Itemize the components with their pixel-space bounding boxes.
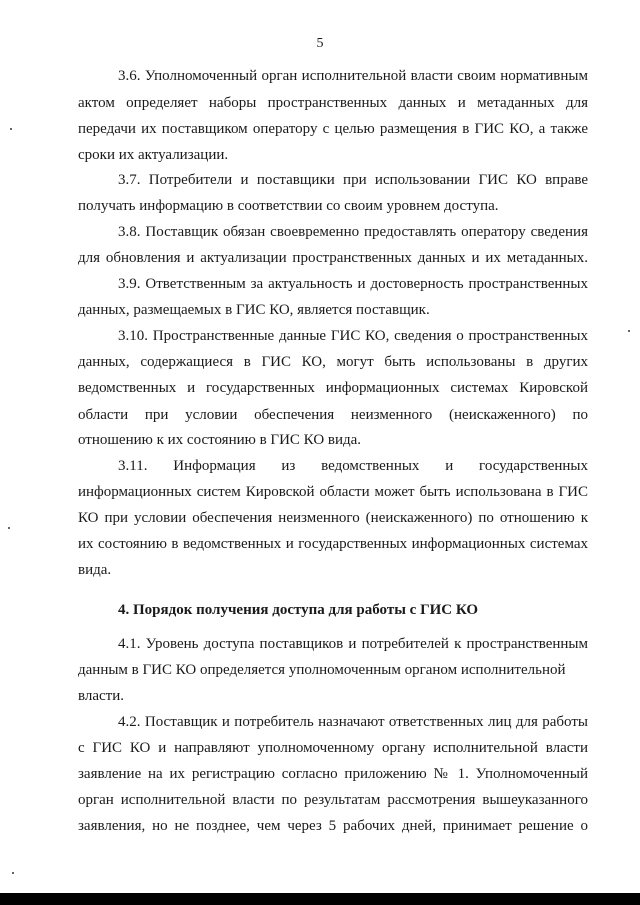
scan-edge-bar <box>0 893 640 905</box>
paragraph-line: орган исполнительной власти по результатам рассмотрения вышеуказанного <box>78 792 588 808</box>
paragraph-line: данных, содержащиеся в ГИС КО, могут быть использованы в других <box>78 354 588 370</box>
scan-speck <box>8 527 10 529</box>
paragraph-line: области при условии обеспечения неизменного (неискаженного) по <box>78 407 588 423</box>
paragraph-line: заявления, но не позднее, чем через 5 рабочих дней, принимает решение о <box>78 818 588 834</box>
paragraph-line: с ГИС КО и направляют уполномоченному органу исполнительной власти <box>78 740 588 756</box>
paragraph-line: 3.11. Информация из ведомственных и государственных <box>118 458 588 474</box>
paragraph-line: данных, размещаемых в ГИС КО, является поставщик. <box>78 302 430 318</box>
paragraph-line: их состоянию в ведомственных и государственных информационных системах <box>78 536 588 552</box>
paragraph-line: КО при условии обеспечения неизменного (неискаженного) по отношению к <box>78 510 588 526</box>
paragraph-line: сроки их актуализации. <box>78 147 229 163</box>
paragraph-line: передачи их поставщиком оператору с целью размещения в ГИС КО, а также <box>78 121 588 137</box>
paragraph-line: актом определяет наборы пространственных данных и метаданных для <box>78 95 588 111</box>
paragraph-line: власти. <box>78 688 125 704</box>
paragraph-line: для обновления и актуализации пространственных данных и их метаданных. <box>78 250 588 266</box>
page-number: 5 <box>316 36 324 51</box>
paragraph-line: данным в ГИС КО определяется уполномоченным органом исполнительной <box>78 662 566 678</box>
paragraph-line: 3.9. Ответственным за актуальность и достоверность пространственных <box>118 276 588 292</box>
paragraph-line: информационных систем Кировской области может быть использована в ГИС <box>78 484 588 500</box>
paragraph-line: 4.1. Уровень доступа поставщиков и потребителей к пространственным <box>118 636 588 652</box>
paragraph-line: заявление на их регистрацию согласно приложению № 1. Уполномоченный <box>78 766 588 782</box>
paragraph-line: вида. <box>78 562 112 578</box>
scan-speck <box>628 330 630 332</box>
scan-speck <box>10 128 12 130</box>
paragraph-line: получать информацию в соответствии со своим уровнем доступа. <box>78 198 499 214</box>
paragraph-line: 3.7. Потребители и поставщики при использовании ГИС КО вправе <box>118 172 588 188</box>
paragraph-line: 4.2. Поставщик и потребитель назначают ответственных лиц для работы <box>118 714 588 730</box>
section-heading: 4. Порядок получения доступа для работы с ГИС КО <box>118 602 479 618</box>
paragraph-line: ведомственных и государственных информационных системах Кировской <box>78 380 588 396</box>
scan-speck <box>12 872 14 874</box>
paragraph-line: 3.6. Уполномоченный орган исполнительной власти своим нормативным <box>118 68 588 84</box>
paragraph-line: 3.8. Поставщик обязан своевременно предоставлять оператору сведения <box>118 224 588 240</box>
paragraph-line: отношению к их состоянию в ГИС КО вида. <box>78 432 362 448</box>
paragraph-line: 3.10. Пространственные данные ГИС КО, сведения о пространственных <box>118 328 588 344</box>
